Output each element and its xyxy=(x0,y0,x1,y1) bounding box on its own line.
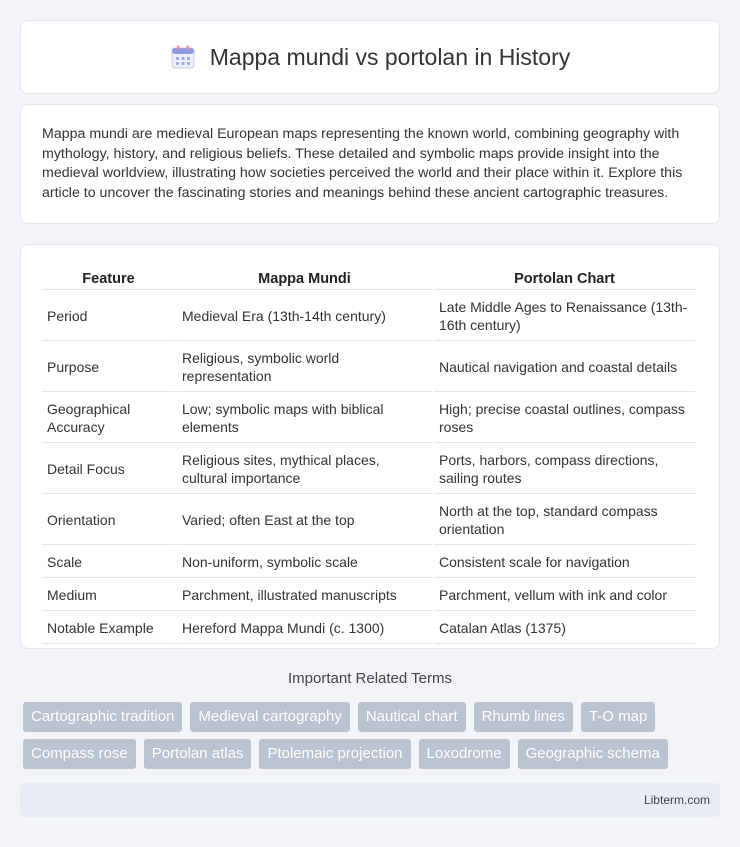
table-cell: Purpose xyxy=(42,343,175,392)
comparison-table xyxy=(40,265,697,646)
table-row xyxy=(42,343,695,392)
intro-text: Mappa mundi are medieval European maps representing the known world, combining geography with mythology, history, and religious beliefs. These detailed and symbolic maps provide insight into the medieval worldview, illustrating how societies perceived the world and their place within it. Explore this article to uncover the fascinating stories and meanings behind these ancient cartographic treasures. xyxy=(42,126,683,201)
table-cell: Ports, harbors, compass directions, sailing routes xyxy=(434,445,695,494)
related-term-tag[interactable]: Ptolemaic projection xyxy=(259,739,410,769)
table-cell: Varied; often East at the top xyxy=(177,496,432,545)
table-row xyxy=(42,547,695,578)
table-cell: Late Middle Ages to Renaissance (13th-16th century) xyxy=(434,292,695,341)
column-header: Portolan Chart xyxy=(434,267,695,290)
column-header: Mappa Mundi xyxy=(177,267,432,290)
table-cell: Detail Focus xyxy=(42,445,175,494)
table-cell: Parchment, vellum with ink and color xyxy=(434,580,695,611)
related-term-tag[interactable]: Medieval cartography xyxy=(190,702,349,732)
tag-row xyxy=(23,739,723,769)
table-cell: Medieval Era (13th-14th century) xyxy=(177,292,432,341)
related-term-tag[interactable]: Loxodrome xyxy=(419,739,510,769)
table-row xyxy=(42,496,695,545)
related-terms xyxy=(23,702,723,776)
footer-link[interactable]: Libterm.com xyxy=(643,793,710,807)
related-term-tag[interactable]: Geographic schema xyxy=(518,739,668,769)
table-cell: Religious, symbolic world representation xyxy=(177,343,432,392)
table-cell: Catalan Atlas (1375) xyxy=(434,613,695,644)
table-cell: Consistent scale for navigation xyxy=(434,547,695,578)
table-cell: Hereford Mappa Mundi (c. 1300) xyxy=(177,613,432,644)
table-header-row xyxy=(42,267,695,290)
column-header: Feature xyxy=(42,267,175,290)
table-cell: Notable Example xyxy=(42,613,175,644)
table-cell: Non-uniform, symbolic scale xyxy=(177,547,432,578)
related-term-tag[interactable]: Cartographic tradition xyxy=(23,702,182,732)
calendar-icon xyxy=(170,44,196,70)
table-row xyxy=(42,292,695,341)
related-term-tag[interactable]: Portolan atlas xyxy=(144,739,252,769)
tag-row xyxy=(23,702,723,732)
header-card xyxy=(20,20,720,94)
table-row xyxy=(42,445,695,494)
table-cell: Period xyxy=(42,292,175,341)
related-terms-title: Important Related Terms xyxy=(288,670,452,687)
footer xyxy=(20,783,720,817)
related-term-tag[interactable]: T-O map xyxy=(581,702,655,732)
table-cell: High; precise coastal outlines, compass roses xyxy=(434,394,695,443)
comparison-table-card xyxy=(20,244,720,649)
page-title: Mappa mundi vs portolan in History xyxy=(209,43,571,70)
table-cell: Religious sites, mythical places, cultural importance xyxy=(177,445,432,494)
related-term-tag[interactable]: Nautical chart xyxy=(358,702,466,732)
intro-card xyxy=(20,104,720,224)
table-row xyxy=(42,580,695,611)
table-row xyxy=(42,613,695,644)
table-cell: Nautical navigation and coastal details xyxy=(434,343,695,392)
table-cell: Low; symbolic maps with biblical elements xyxy=(177,394,432,443)
table-cell: Parchment, illustrated manuscripts xyxy=(177,580,432,611)
table-row xyxy=(42,394,695,443)
related-term-tag[interactable]: Rhumb lines xyxy=(474,702,573,732)
table-cell: Medium xyxy=(42,580,175,611)
related-term-tag[interactable]: Compass rose xyxy=(23,739,136,769)
table-cell: Geographical Accuracy xyxy=(42,394,175,443)
table-cell: Orientation xyxy=(42,496,175,545)
table-cell: North at the top, standard compass orientation xyxy=(434,496,695,545)
table-cell: Scale xyxy=(42,547,175,578)
